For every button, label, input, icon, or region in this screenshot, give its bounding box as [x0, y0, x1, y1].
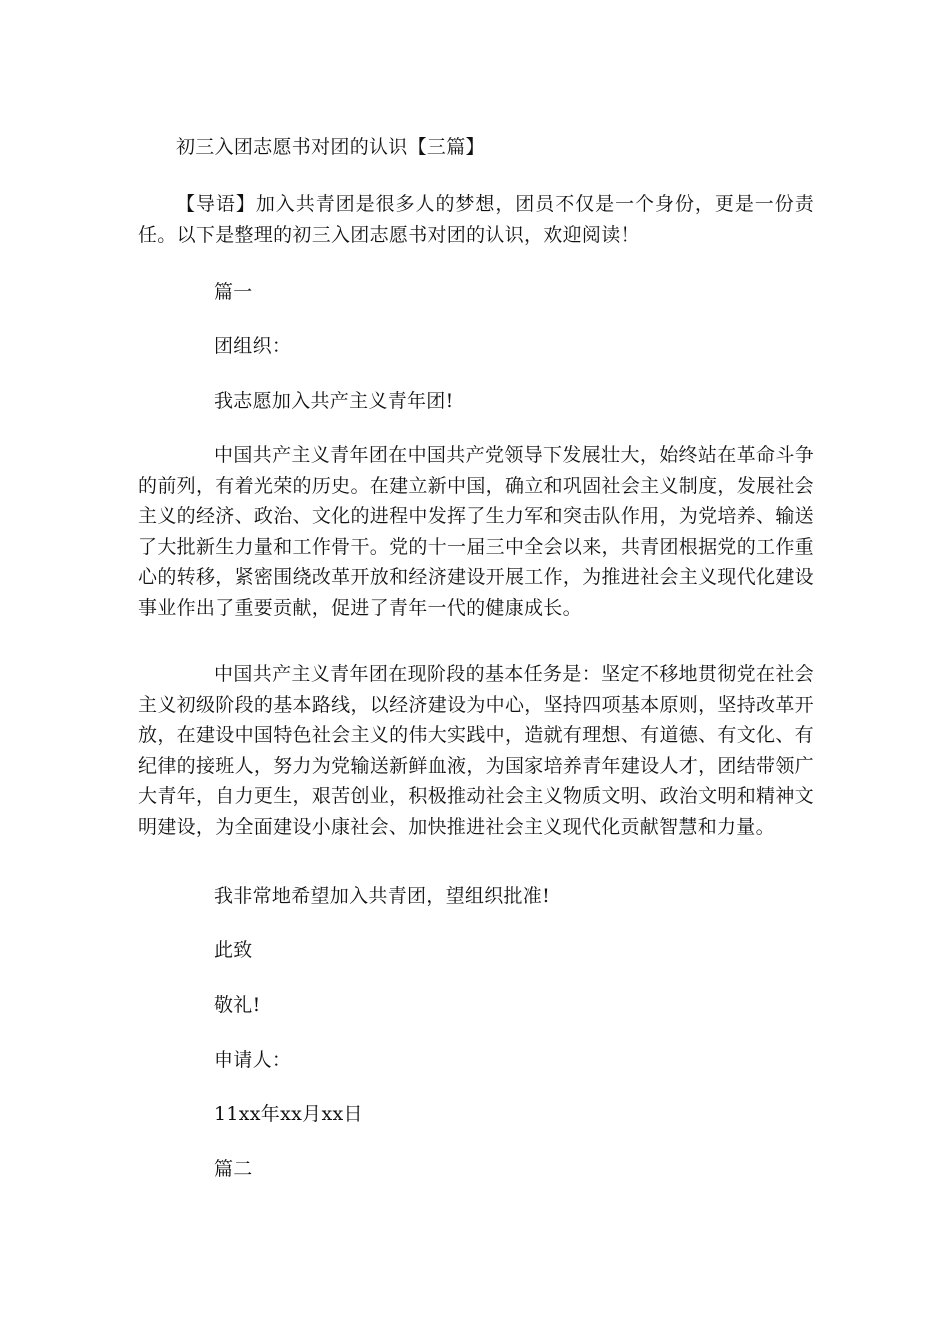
intro-paragraph: 【导语】加入共青团是很多人的梦想，团员不仅是一个身份，更是一份责任。以下是整理的初三入团志愿书对团的认识，欢迎阅读！	[138, 193, 814, 246]
body-paragraph-2: 中国共产主义青年团在现阶段的基本任务是：坚定不移地贯彻党在社会主义初级阶段的基本路线，以经济建设为中心，坚持四项基本原则，坚持改革开放，在建设中国特色社会主义的伟大实践中，造就有理想、有道德、有文化、有纪律的接班人，努力为党输送新鲜血液，为国家培养青年建设人才，团结带领广大青年，自力更生，艰苦创业，积极推动社会主义物质文明、政治文明和精神文明建设，为全面建设小康社会、加快推进社会主义现代化贡献智慧和力量。	[138, 663, 814, 838]
closing-wish: 我非常地希望加入共青团，望组织批准!	[214, 885, 551, 907]
document-title: 初三入团志愿书对团的认识【三篇】	[176, 136, 485, 158]
date-line: 11xx年xx月xx日	[214, 1103, 363, 1125]
body-paragraph-1: 中国共产主义青年团在中国共产党领导下发展壮大，始终站在革命斗争的前列，有着光荣的历史。在建立新中国，确立和巩固社会主义制度，发展社会主义的经济、政治、文化的进程中发挥了生力军和突击队作用，为党培养、输送了大批新生力量和工作骨干。党的十一届三中全会以来，共青团根据党的工作重心的转移，紧密围绕改革开放和经济建设开展工作，为推进社会主义现代化建设事业作出了重要贡献，促进了青年一代的健康成长。	[138, 444, 814, 619]
salutation: 团组织：	[214, 335, 292, 357]
part2-heading: 篇二	[214, 1158, 253, 1180]
applicant-label: 申请人：	[214, 1049, 292, 1071]
closing-line-1: 此致	[214, 939, 253, 961]
opening-line: 我志愿加入共产主义青年团!	[214, 390, 454, 412]
closing-line-2: 敬礼!	[214, 994, 261, 1016]
part1-heading: 篇一	[214, 281, 253, 303]
